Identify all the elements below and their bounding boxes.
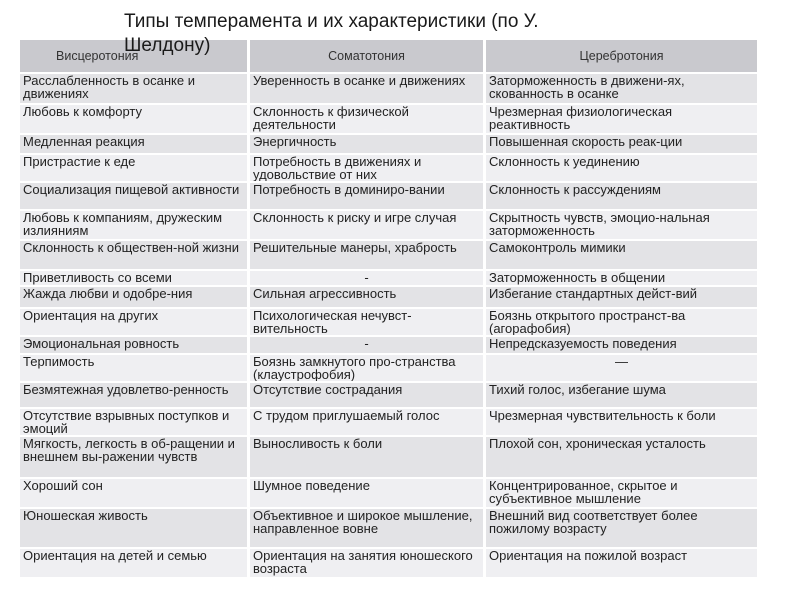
cell: Решительные манеры, храбрость: [250, 241, 486, 271]
table-row: [20, 409, 760, 437]
cell: Склонность к рассуждениям: [486, 183, 760, 211]
cell: Склонность к физической деятельности: [250, 105, 486, 135]
cell: Мягкость, легкость в об-ращении и внешнем вы-ражении чувств: [20, 437, 250, 479]
table-row: [20, 74, 760, 105]
cell: Заторможенность в общении: [486, 271, 760, 287]
cell: Ориентация на занятия юношеского возраста: [250, 549, 486, 579]
cell: Медленная реакция: [20, 135, 250, 155]
cell: Социализация пищевой активности: [20, 183, 250, 211]
table-row: [20, 549, 760, 579]
cell: Самоконтроль мимики: [486, 241, 760, 271]
cell: Скрытность чувств, эмоцио-нальная заторможенность: [486, 211, 760, 241]
table-row: [20, 155, 760, 183]
table-row: [20, 105, 760, 135]
page-title: Типы темперамента и их характеристики (по У. Шелдону): [124, 11, 539, 56]
cell: Потребность в движениях и удовольствие от них: [250, 155, 486, 183]
cell: Чрезмерная чувствительность к боли: [486, 409, 760, 437]
table-row: [20, 355, 760, 383]
cell: Эмоциональная ровность: [20, 337, 250, 355]
temperament-table: [20, 40, 760, 579]
cell: Расслабленность в осанке и движениях: [20, 74, 250, 105]
cell: Хороший сон: [20, 479, 250, 509]
cell: Непредсказуемость поведения: [486, 337, 760, 355]
cell: -: [250, 271, 486, 287]
cell: Склонность к обществен-ной жизни: [20, 241, 250, 271]
cell: Концентрированное, скрытое и субъективное мышление: [486, 479, 760, 509]
cell: Тихий голос, избегание шума: [486, 383, 760, 409]
cell: Ориентация на пожилой возраст: [486, 549, 760, 579]
table-row: [20, 241, 760, 271]
cell: Жажда любви и одобре-ния: [20, 287, 250, 309]
cell: Любовь к комфорту: [20, 105, 250, 135]
cell: Сильная агрессивность: [250, 287, 486, 309]
cell: Отсутствие взрывных поступков и эмоций: [20, 409, 250, 437]
cell: Безмятежная удовлетво-ренность: [20, 383, 250, 409]
header-viscerotonia: Висцеротония: [20, 40, 250, 74]
cell: Чрезмерная физиологическая реактивность: [486, 105, 760, 135]
cell: Любовь к компаниям, дружеским излияниям: [20, 211, 250, 241]
cell: Юношеская живость: [20, 509, 250, 549]
table-row: [20, 437, 760, 479]
table-row: [20, 383, 760, 409]
header-cerebrotonia: Церебротония: [486, 40, 760, 74]
cell: Ориентация на детей и семью: [20, 549, 250, 579]
cell: Склонность к уединению: [486, 155, 760, 183]
table-row: [20, 309, 760, 337]
cell: Ориентация на других: [20, 309, 250, 337]
cell: С трудом приглушаемый голос: [250, 409, 486, 437]
cell: Избегание стандартных дейст-вий: [486, 287, 760, 309]
cell: Внешний вид соответствует более пожилому возрасту: [486, 509, 760, 549]
table-row: [20, 135, 760, 155]
cell: Плохой сон, хроническая усталость: [486, 437, 760, 479]
cell: Склонность к риску и игре случая: [250, 211, 486, 241]
table-row: [20, 479, 760, 509]
cell: Терпимость: [20, 355, 250, 383]
cell: Объективное и широкое мышление, направленное вовне: [250, 509, 486, 549]
cell: Выносливость к боли: [250, 437, 486, 479]
cell: Отсутствие сострадания: [250, 383, 486, 409]
table-row: [20, 211, 760, 241]
cell: Пристрастие к еде: [20, 155, 250, 183]
cell: Шумное поведение: [250, 479, 486, 509]
header-somatotonia: Соматотония: [250, 40, 486, 74]
table-row: [20, 271, 760, 287]
cell: Боязнь открытого пространст-ва (агорафобия): [486, 309, 760, 337]
cell: Приветливость со всеми: [20, 271, 250, 287]
cell: Заторможенность в движени-ях, скованность в осанке: [486, 74, 760, 105]
cell: Потребность в доминиро-вании: [250, 183, 486, 211]
cell: Уверенность в осанке и движениях: [250, 74, 486, 105]
table-row: [20, 287, 760, 309]
cell: Энергичность: [250, 135, 486, 155]
cell: Психологическая нечувст-вительность: [250, 309, 486, 337]
table-row: [20, 183, 760, 211]
cell: -: [250, 337, 486, 355]
cell: Боязнь замкнутого про-странства (клаустрофобия): [250, 355, 486, 383]
cell: Повышенная скорость реак-ции: [486, 135, 760, 155]
table-row: [20, 337, 760, 355]
cell: —: [486, 355, 760, 383]
table-row: [20, 509, 760, 549]
